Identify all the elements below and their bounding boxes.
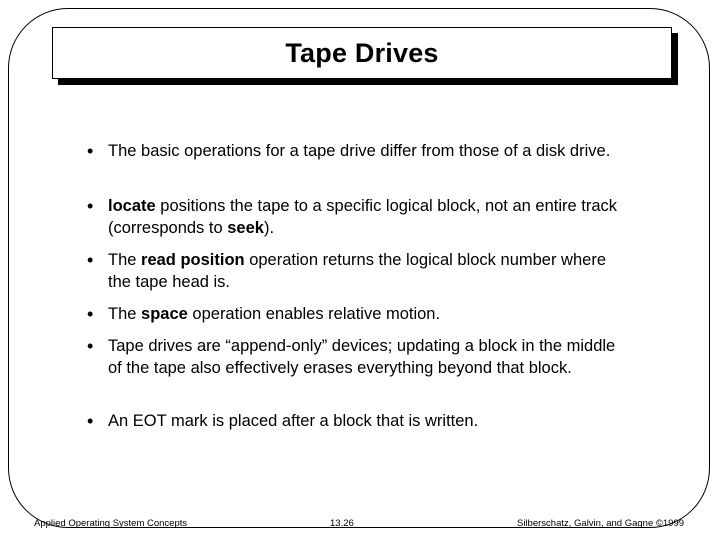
bold-term: read position (141, 251, 245, 269)
bullet-icon: • (87, 336, 94, 356)
bullet-text: The space operation enables relative motion. (108, 305, 441, 323)
bullet-item (87, 249, 628, 293)
bullet-item (87, 195, 628, 239)
bullet-item (87, 335, 628, 379)
bullet-text: Tape drives are “append-only” devices; updating a block in the middle of the tape also effectively erases everything beyond that block. (108, 337, 616, 377)
bold-term: seek (227, 219, 264, 237)
bullet-text: An EOT mark is placed after a block that is written. (108, 412, 479, 430)
slide-title: Tape Drives (285, 37, 439, 68)
bullet-item (87, 303, 628, 325)
footer-page-number: 13.26 (330, 518, 354, 529)
bullet-text: The basic operations for a tape drive differ from those of a disk drive. (108, 142, 611, 160)
bullet-icon: • (87, 250, 94, 270)
bullet-text: locate positions the tape to a specific logical block, not an entire track (corresponds to seek). (108, 197, 618, 237)
footer-copyright: Silberschatz, Galvin, and Gagne ©1999 (517, 518, 685, 529)
bullet-item (87, 410, 628, 432)
bullet-icon: • (87, 304, 94, 324)
bullet-icon: • (87, 411, 94, 431)
bullet-item (87, 140, 628, 162)
bullet-icon: • (87, 141, 94, 161)
footer-book-title: Applied Operating System Concepts (34, 518, 188, 529)
bullet-icon: • (87, 196, 94, 216)
bold-term: locate (108, 197, 156, 215)
bullet-text: The read position operation returns the logical block number where the tape head is. (108, 251, 606, 291)
bold-term: space (141, 305, 188, 323)
title-box (52, 27, 672, 79)
